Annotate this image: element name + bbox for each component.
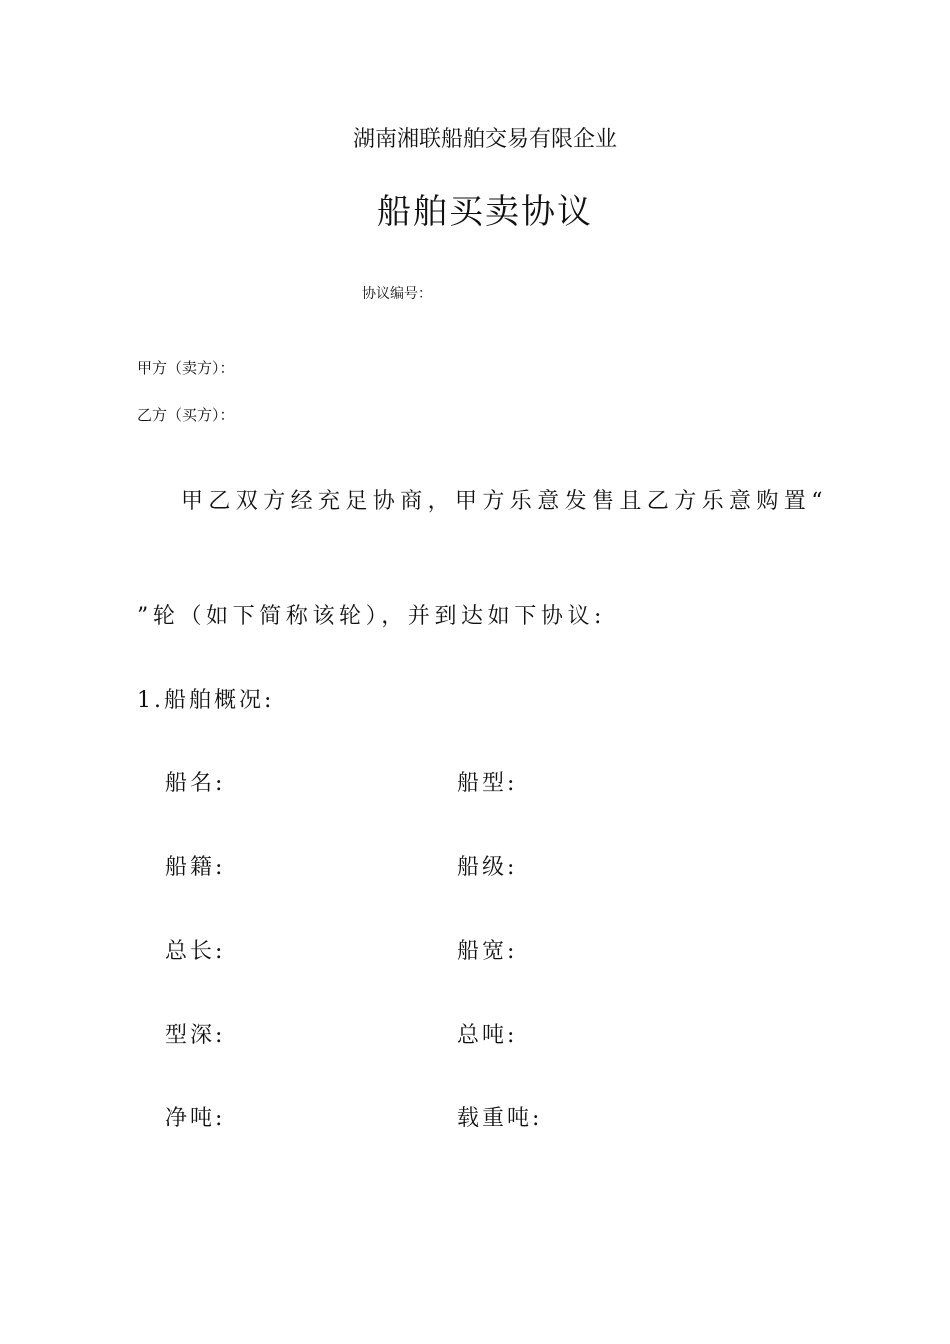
field-ship-class: 船级: <box>457 855 518 880</box>
contract-number-label: 协议编号： <box>362 286 432 302</box>
intro-paragraph-line-2: ”轮（如下简称该轮），并到达如下协议: <box>137 604 607 629</box>
party-b-label: 乙方（买方）： <box>137 406 235 424</box>
field-moulded-depth: 型深: <box>165 1023 226 1048</box>
field-ship-name: 船名: <box>165 771 226 796</box>
field-net-tonnage: 净吨: <box>165 1106 226 1131</box>
party-a-label: 甲方（卖方）： <box>137 359 235 377</box>
field-deadweight-tonnage: 载重吨: <box>457 1106 543 1131</box>
intro-paragraph-line-1: 甲乙双方经充足协商，甲方乐意发售且乙方乐意购置“ <box>181 489 828 514</box>
field-ship-registry: 船籍: <box>165 855 226 880</box>
document-title: 船舶买卖协议 <box>377 192 593 232</box>
company-name: 湖南湘联船舶交易有限企业 <box>352 127 617 152</box>
field-gross-tonnage: 总吨: <box>457 1023 518 1048</box>
field-ship-type: 船型: <box>457 771 518 796</box>
field-overall-length: 总长: <box>165 939 226 964</box>
field-ship-breadth: 船宽: <box>457 939 518 964</box>
section-heading-ship-overview: 1.船舶概况: <box>137 688 275 713</box>
